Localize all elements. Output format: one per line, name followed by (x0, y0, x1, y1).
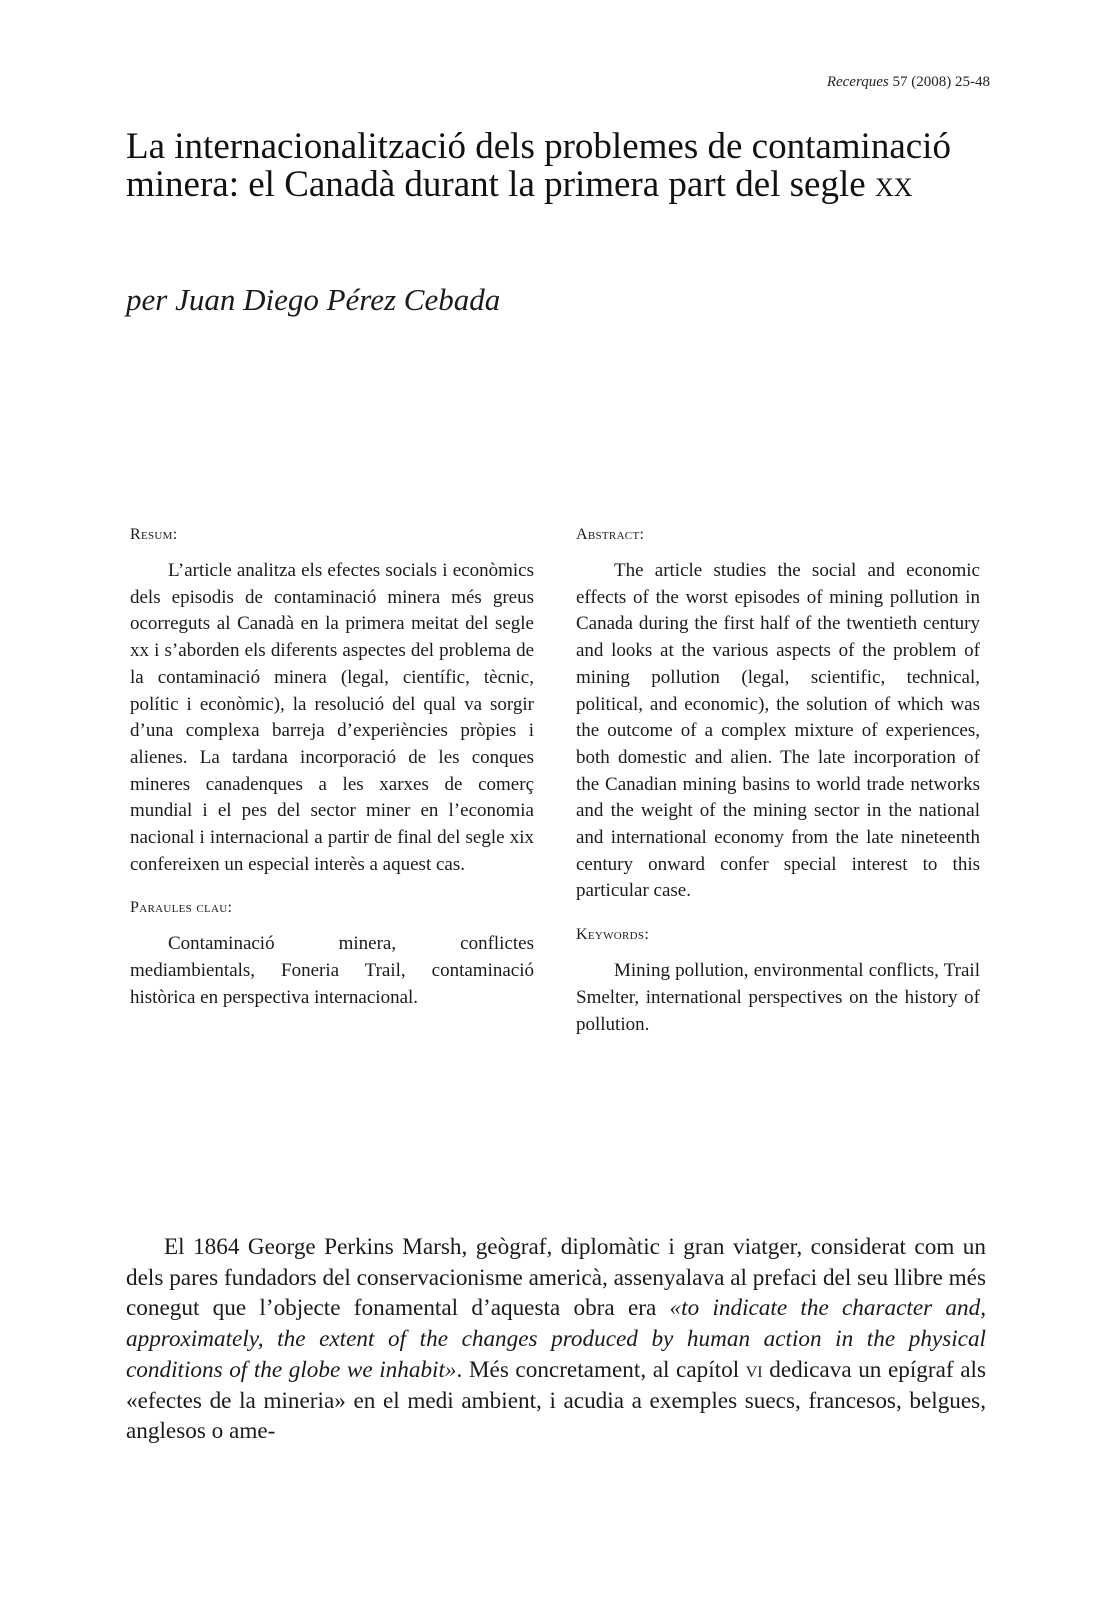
english-abstract-column (576, 525, 980, 1038)
journal-name: Recerques (826, 74, 889, 90)
body-text-part1: El 1864 George Perkins Marsh, geògraf, diplomàtic i gran viatger, considerat com un dels pares fundadors del conservacionisme americà, assenyalava al prefaci del seu llibre més conegut que l’objecte fonamental d’aquesta obra era (126, 1234, 986, 1322)
running-head (827, 74, 990, 91)
keywords-text: Mining pollution, environmental conflicts, Trail Smelter, international perspectives on the history of pollution. (576, 960, 980, 1035)
catalan-abstract-column (130, 525, 534, 1012)
article-title-text: La internacionalització dels problemes de contaminació minera: el Canadà durant la primera part del segle (126, 126, 951, 205)
paraules-clau-text: Contaminació minera, conflictes mediambientals, Foneria Trail, contaminació històrica en perspectiva internacional. (130, 933, 534, 1008)
article-title (126, 128, 986, 204)
paraules-clau-label: Paraules clau: (130, 899, 233, 917)
body-text-part3: dedicava un epígraf als «efectes de la mineria» en el medi ambient, i acudia a exemples suecs, francesos, belgues, anglesos o ame- (126, 1356, 986, 1445)
body-text-part2: . Més concretament, al capítol (456, 1356, 746, 1383)
resum-label: Resum: (130, 526, 178, 543)
keywords-label: Keywords: (576, 926, 650, 944)
article-title-century: xx (874, 164, 913, 205)
journal-citation: 57 (2008) 25-48 (892, 74, 990, 90)
marsh-quote: «to indicate the character and, approximately, the extent of the changes produced by human action in the physical conditions of the globe we inhabit» (126, 1295, 987, 1383)
body-paragraph (126, 1232, 986, 1447)
abstract-text: The article studies the social and economic effects of the worst episodes of mining pollution in Canada during the first half of the twentieth century and looks at the various aspects of the problem of mining pollution (legal, scientific, technical, political, and economic), the solution of which was the outcome of a complex mixture of experiences, both domestic and alien. The late incorporation of the Canadian mining basins to world trade networks and the weight of the mining sector in the national and international economy from the late nineteenth century onward confer special interest to this particular case. (576, 560, 980, 902)
chapter-number: vi (745, 1356, 763, 1383)
author-byline: per Juan Diego Pérez Cebada (126, 282, 501, 317)
resum-text: L’article analitza els efectes socials i econòmics dels episodis de contaminació minera més greus ocorreguts al Canadà en la primera meitat del segle xx i s’aborden els diferents aspectes del problema de la contaminació minera (legal, científic, tècnic, polític i econòmic), la resolució del qual va sorgir d’una complexa barreja d’experiències pròpies i alienes. La tardana incorporació de les conques mineres canadenques a les xarxes de comerç mundial i el pes del sector miner en l’economia nacional i internacional a partir de final del segle xix confereixen un especial interès a aquest cas. (130, 560, 534, 875)
abstract-label: Abstract: (576, 526, 645, 543)
